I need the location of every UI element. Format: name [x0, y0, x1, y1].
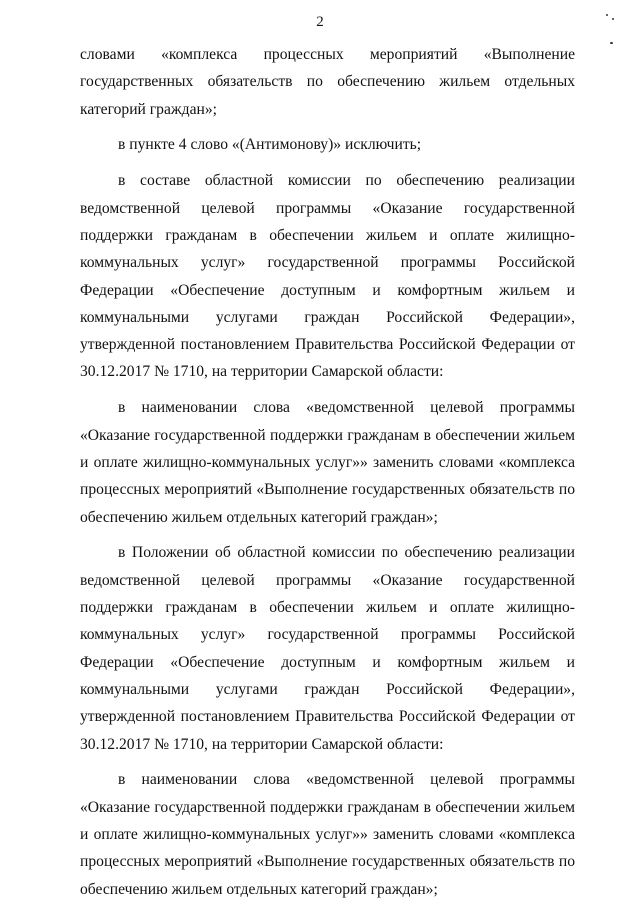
page-number: 2	[316, 14, 324, 30]
document-body	[80, 41, 575, 903]
paragraph-4: в наименовании слова «ведомственной целевой программы «Оказание государственной поддержки гражданам в обеспечении жильем и оплате жилищно-коммунальных услуг»» заменить словами «комплекса процессных мероприятий «Выполнение государственных обязательств по обеспечению жильем отдельных категорий граждан»;	[80, 399, 575, 526]
paragraph-5: в Положении об областной комиссии по обеспечению реализации ведомственной целевой программы «Оказание государственной поддержки гражданам в обеспечении жильем и оплате жилищно-коммунальных услуг» государственной программы Российской Федерации «Обеспечение доступным и комфортным жильем и коммунальными услугами граждан Российской Федерации», утвержденной постановлением Правительства Российской Федерации от 30.12.2017 № 1710, на территории Самарской области:	[80, 544, 575, 753]
paragraph-3: в составе областной комиссии по обеспечению реализации ведомственной целевой программы «Оказание государственной поддержки гражданам в обеспечении жильем и оплате жилищно-коммунальных услуг» государственной программы Российской Федерации «Обеспечение доступным и комфортным жильем и коммунальными услугами граждан Российской Федерации», утвержденной постановлением Правительства Российской Федерации от 30.12.2017 № 1710, на территории Самарской области:	[80, 172, 575, 381]
paragraph-2: в пункте 4 слово «(Антимонову)» исключить;	[118, 136, 422, 154]
scan-specks	[604, 14, 618, 50]
paragraph-6: в наименовании слова «ведомственной целевой программы «Оказание государственной поддержки гражданам в обеспечении жильем и оплате жилищно-коммунальных услуг»» заменить словами «комплекса процессных мероприятий «Выполнение государственных обязательств по обеспечению жильем отдельных категорий граждан»;	[80, 771, 575, 898]
paragraph-1: словами «комплекса процессных мероприятий «Выполнение государственных обязательств по обеспечению жильем отдельных категорий граждан»;	[80, 46, 575, 118]
